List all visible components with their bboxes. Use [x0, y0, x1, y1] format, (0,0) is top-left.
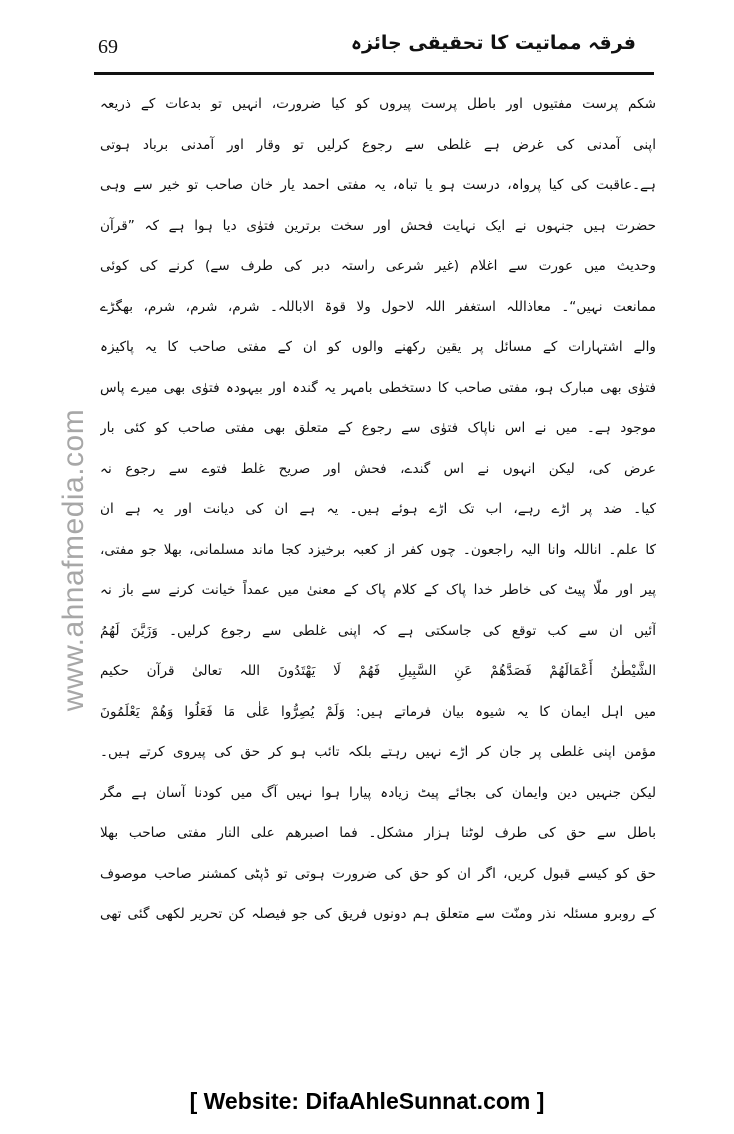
header-rule: [94, 72, 654, 75]
text-line: پیر اور ملّا پیٹ کی خاطر خدا پاک کے کلام پاک کے معنیٰ میں عمداً خیانت کرنے سے باز نہ: [100, 582, 656, 598]
text-line: ہے۔عاقبت کی کیا پرواہ، درست ہو یا تباہ، یہ مفتی احمد یار خان صاحب تو خیر سے وہی: [100, 177, 656, 193]
text-line: فتوٰی بھی مبارک ہو، مفتی صاحب کا دستخطی بامہر یہ گندہ اور بیہودہ فتوٰی بھی میرے پاس: [100, 379, 656, 396]
text-line: کے روبرو مسئلہ نذر ومنّت سے متعلق ہم دونوں فریق کی جو فیصلہ کن تحریر لکھی گئی تھی: [100, 906, 656, 922]
text-line: کیا۔ ضد پر اڑے رہے، اب تک اڑے ہوئے ہیں۔ یہ ہے ان کی دیانت اور یہ ہے ان: [100, 501, 656, 517]
text-line: اپنی آمدنی کی غرض ہے غلطی سے رجوع کرلیں تو وقار اور آمدنی برباد ہوتی: [100, 136, 656, 153]
text-line: مؤمن اپنی غلطی پر جان کر اڑے نہیں رہتے بلکہ تائب ہو کر حق کی پیروی کرتے ہیں۔: [100, 744, 656, 760]
text-line: ممانعت نہیں“۔ معاذاللہ استغفر اللہ لاحول ولا قوۃ الاباللہ۔ شرم، شرم، شرم، بھگڑے: [100, 298, 656, 315]
text-line: والے اشتہارات کے مسائل پر یقین رکھنے والوں کو ان کے مفتی صاحب کا یہ پاکیزہ: [100, 339, 656, 355]
page-number: 69: [98, 36, 118, 58]
text-line: عرض کی، لیکن انہوں نے اس گندے، فحش اور صریح غلط فتوے سے رجوع نہ: [100, 460, 656, 477]
running-title: فرقہ مماتیت کا تحقیقی جائزہ: [350, 32, 636, 54]
text-line: حق کو کیسے قبول کریں، اگر ان کو حق کی ضرورت ہوتی تو ڈپٹی کمشنر صاحب موصوف: [100, 865, 656, 882]
body-text: [100, 84, 656, 935]
text-line: آئیں ان سے کب توقع کی جاسکتی ہے کہ اپنی غلطی سے رجوع کرلیں۔ وَزَيَّنَ لَهُمُ: [100, 622, 656, 639]
text-line: شکم پرست مفتیوں اور باطل پرست پیروں کو کیا ضرورت، انہیں تو بدعات کے ذریعہ: [100, 96, 656, 112]
text-line: کا علم۔ اناللہ وانا الیہ راجعون۔ چوں کفر از کعبہ برخیزد کجا ماند مسلمانی، بھلا جو مفتی،: [100, 541, 656, 558]
text-line: لیکن جنہیں دین وایمان کی بجائے پیٹ زیادہ پیارا ہوا نہیں آگ میں کودنا آسان ہے مگر: [100, 784, 656, 801]
watermark-url: www.ahnafmedia.com: [57, 408, 90, 712]
text-line: موجود ہے۔ میں نے اس ناپاک فتوٰی سے رجوع کے متعلق بھی مفتی صاحب کو کئی بار: [100, 420, 656, 436]
text-line: میں اہل ایمان کا یہ شیوہ بیان فرماتے ہیں: وَلَمْ يُصِرُّوا عَلٰى مَا فَعَلُوا وَهُمْ يَعْلَمُونَ: [100, 703, 656, 720]
footer-website: [ Website: DifaAhleSunnat.com ]: [189, 1088, 545, 1114]
text-line: باطل سے حق کی طرف لوٹنا ہزار مشکل۔ فما اصبرھم علی النار مفتی صاحب بھلا: [100, 825, 656, 841]
text-line: الشَّيْطٰنُ أَعْمَالَهُمْ فَصَدَّهُمْ عَنِ السَّبِيلِ فَهُمْ لَا يَهْتَدُونَ اللہ تعالیٰ قرآن حکیم: [100, 663, 656, 679]
text-line: حضرت ہیں جنہوں نے ایک نہایت فحش اور سخت برترین فتوٰی دیا ہوا ہے کہ ”قرآن: [100, 217, 656, 234]
text-line: وحدیث میں عورت سے اغلام (غیر شرعی راستہ دبر کی طرف سے) کرنے کی کوئی: [100, 258, 656, 274]
